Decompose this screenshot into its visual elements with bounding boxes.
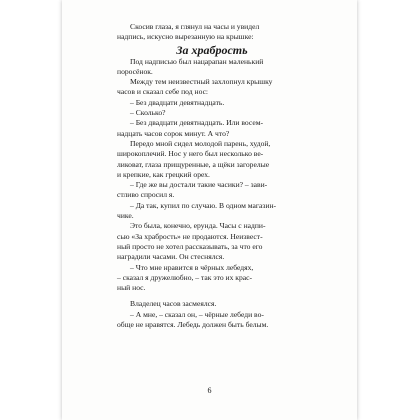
text-line: – сказал я дружелюбно, – так это их крас- <box>117 272 253 282</box>
page-number: 6 <box>207 386 212 395</box>
text-line: – Без двадцати девятнадцать. Или восем- <box>130 118 264 128</box>
text-line: Под надписью был нацарапан маленький <box>130 56 264 66</box>
text-line: ный просто не хотел рассказывать, за что его <box>117 241 263 251</box>
text-line: обще не нравятся. Лебедь должен быть белым. <box>117 320 269 330</box>
text-line: широкоплечий. Нос у него был несколько ве- <box>117 149 264 159</box>
text-line: поросёнок. <box>117 66 153 76</box>
text-line: надцать часов сорок минут. А что? <box>117 128 230 138</box>
page-text <box>117 22 307 330</box>
text-line: чике. <box>117 211 134 221</box>
text-line: ликоват, глаза прищуренные, а щёки загорелые <box>117 159 270 169</box>
text-line: Это была, конечно, ерунда. Часы с надпи- <box>130 221 266 231</box>
text-line: часов и сказал себе под нос: <box>117 87 209 97</box>
text-line: наградили часами. Он стеснялся. <box>117 252 225 262</box>
text-line: – Что мне нравится в чёрных лебедях, <box>130 262 254 272</box>
text-line: – Где же вы достали такие часики? – зави- <box>130 180 268 190</box>
text-line: – Да так, купил по случаю. В одном магазин- <box>130 200 277 210</box>
text-line: Владелец часов засмеялся. <box>130 299 217 309</box>
text-line: сью «За храбрость» не продаются. Неизвест- <box>117 231 263 241</box>
text-line: ный нос. <box>117 283 146 293</box>
intro-line: надпись, искусно вырезанную на крышке: <box>117 32 254 42</box>
text-line: Между тем неизвестный захлопнул крышку <box>130 77 273 87</box>
text-line: стливо спросил я. <box>117 190 175 200</box>
text-line: – Без двадцати девятнадцать. <box>130 97 225 107</box>
text-line: – Сколько? <box>130 108 166 118</box>
text-line: – А мне, – сказал он, – чёрные лебеди во- <box>130 309 264 319</box>
book-page <box>62 0 357 420</box>
text-line: и крепкие, как грецкий орех. <box>117 169 210 179</box>
inscription-heading: За храбрость <box>176 42 248 57</box>
text-line: Передо мной сидел молодой парень, худой, <box>130 138 271 148</box>
intro-line: Скосив глаза, я глянул на часы и увидел <box>130 22 260 31</box>
